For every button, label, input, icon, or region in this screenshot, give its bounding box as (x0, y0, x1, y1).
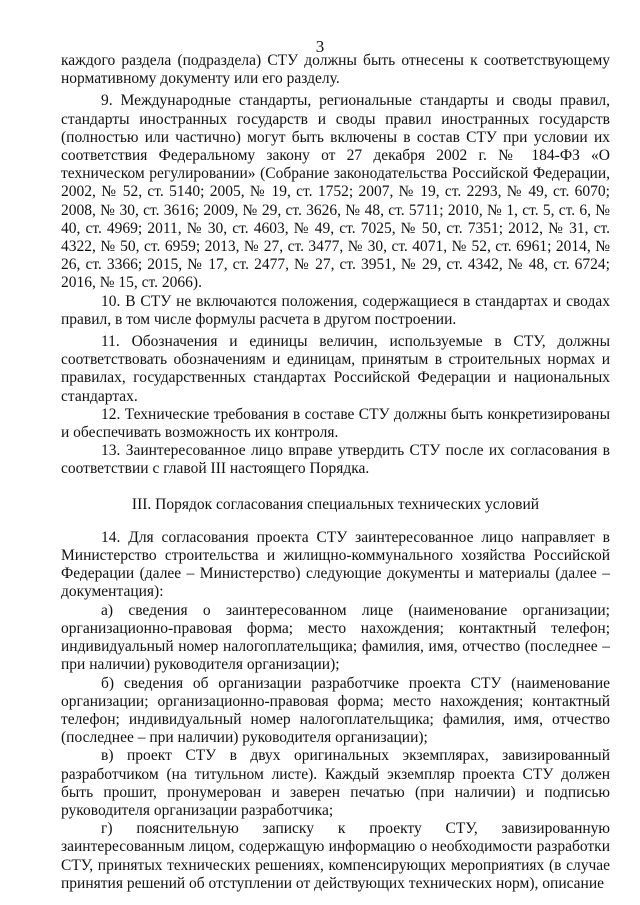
paragraph-subitem-v: в) проект СТУ в двух оригинальных экземплярах, завизированный разработчиком (на титульном листе). Каждый экземпляр проекта СТУ должен быть прошит, пронумерован и заверен печатью (при наличии) и подписью руководителя организации разработчика; (61, 747, 610, 819)
paragraph-item-14: 14. Для согласования проекта СТУ заинтересованное лицо направляет в Министерство строительства и жилищно-коммунального хозяйства Российской Федерации (далее – Министерство) следующие документы и материалы (далее – документация): (61, 528, 610, 601)
page-number: 3 (315, 37, 325, 56)
paragraph-item-13: 13. Заинтересованное лицо вправе утвердить СТУ после их согласования в соответствии с главой III настоящего Порядка. (61, 442, 610, 478)
paragraph-item-11: 11. Обозначения и единицы величин, используемые в СТУ, должны соответствовать обозначениям и единицам, принятым в строительных нормах и правилах, государственных стандартах Российской Федерации и национальных стандартах. (61, 333, 610, 405)
paragraph-subitem-a: а) сведения о заинтересованном лице (наименование организации; организационно-правовая форма; место нахождения; контактный телефон; индивидуальный номер налогоплательщика; фамилия, имя, отчество (последнее – при наличии) руководителя организации); (61, 601, 610, 674)
paragraph-item-12: 12. Технические требования в составе СТУ должны быть конкретизированы и обеспечивать возможность их контроля. (61, 405, 610, 442)
paragraph-item-9: 9. Международные стандарты, региональные стандарты и своды правил, стандарты иностранных государств и своды правил иностранных государств (полностью или частично) могут быть включены в состав СТУ при условии их соответствия Федеральному закону от 27 декабря 2002 г. № 184-ФЗ «О техническом регулировании» (Собрание законодательства Российской Федерации, 2002, № 52, ст. 5140; 2005, № 19, ст. 1752; 2007, № 19, ст. 2293, № 49, ст. 6070; 2008, № 30, ст. 3616; 2009, № 29, ст. 3626, № 48, ст. 5711; 2010, № 1, ст. 5, ст. 6, № 40, ст. 4969; 2011, № 30, ст. 4603, № 49, ст. 7025, № 50, ст. 7351; 2012, № 31, ст. 4322, № 50, ст. 6959; 2013, № 27, ст. 3477, № 30, ст. 4071, № 52, ст. 6961; 2014, № 26, ст. 3366; 2015, № 17, ст. 2477, № 27, ст. 3951, № 29, ст. 4342, № 48, ст. 6724; 2016, № 15, ст. 2066). (61, 92, 610, 292)
paragraph-subitem-g: г) пояснительную записку к проекту СТУ, завизированную заинтересованным лицом, содержащую информацию о необходимости разработки СТУ, принятых технических решениях, компенсирующих мероприятиях (в случае принятия решений об отступлении от действующих технических норм), описание (61, 820, 610, 892)
paragraph-continuation: каждого раздела (подраздела) СТУ должны быть отнесены к соответствующему нормативному документу или его разделу. (61, 52, 610, 88)
section-heading: III. Порядок согласования специальных технических условий (131, 495, 540, 513)
paragraph-subitem-b: б) сведения об организации разработчике проекта СТУ (наименование организации; организационно-правовая форма; место нахождения; контактный телефон; индивидуальный номер налогоплательщика; фамилия, имя, отчество (последнее – при наличии) руководителя организации); (61, 674, 610, 747)
paragraph-item-10: 10. В СТУ не включаются положения, содержащиеся в стандартах и сводах правил, в том числе формулы расчета в другом построении. (61, 292, 610, 328)
document-body (61, 52, 610, 893)
